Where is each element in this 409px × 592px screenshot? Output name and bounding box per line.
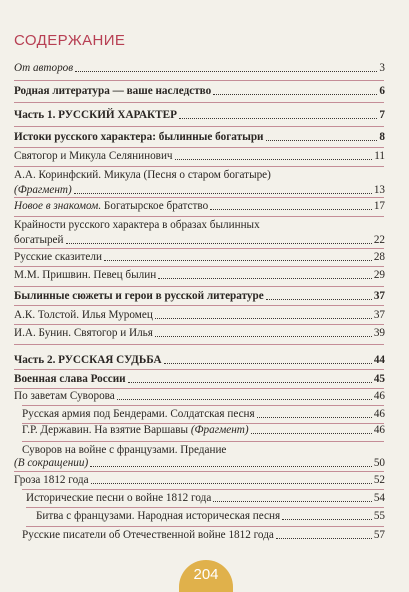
- toc-entry[interactable]: [0, 510, 409, 523]
- toc-entry-title: Часть 2. РУССКАЯ СУДЬБА: [14, 354, 162, 366]
- toc-entry-title: Суворов на войне с французами. Предание: [22, 444, 227, 456]
- toc-entry-title: Гроза 1812 года: [14, 474, 89, 486]
- toc-entry-page: 46: [373, 390, 385, 402]
- dot-leader: [164, 363, 372, 364]
- toc-entry-title: Исторические песни о войне 1812 года: [26, 492, 212, 504]
- toc-entry[interactable]: [0, 424, 409, 437]
- section-divider: [14, 286, 384, 287]
- section-divider: [14, 266, 384, 267]
- dot-leader: [276, 538, 372, 539]
- dot-leader: [213, 501, 372, 502]
- toc-entry[interactable]: [0, 150, 409, 163]
- section-divider: [14, 324, 384, 325]
- dot-leader: [210, 209, 372, 210]
- section-divider: [22, 489, 384, 490]
- toc-entry[interactable]: [0, 109, 409, 122]
- toc-entry-title-continued: богатырей: [14, 234, 64, 246]
- dot-leader: [175, 159, 373, 160]
- section-divider: [14, 197, 384, 198]
- section-divider: [14, 344, 384, 345]
- toc-entry[interactable]: [0, 354, 409, 367]
- toc-entry[interactable]: [0, 327, 409, 340]
- toc-entry-title: По заветам Суворова: [14, 390, 115, 402]
- toc-entry-title: Битва с французами. Народная историческая песня: [36, 510, 281, 522]
- toc-entry-page: 22: [373, 234, 385, 246]
- dot-leader: [266, 140, 378, 141]
- toc-entry-title: Русские писатели об Отечественной войне 1812 года: [22, 529, 274, 541]
- toc-entry-page: 8: [379, 131, 385, 143]
- toc-entry-title: Русские сказители: [14, 251, 102, 263]
- toc-entry-title: А.К. Толстой. Илья Муромец: [14, 309, 153, 321]
- dot-leader: [90, 466, 372, 467]
- toc-entry[interactable]: [0, 169, 409, 197]
- toc-entry-title: Часть 1. РУССКИЙ ХАРАКТЕР: [14, 109, 177, 121]
- toc-entry-page: 7: [379, 109, 385, 121]
- dot-leader: [158, 278, 372, 279]
- toc-entry-page: 11: [374, 150, 385, 162]
- section-divider: [14, 166, 384, 167]
- section-divider: [14, 305, 384, 306]
- toc-entry[interactable]: [0, 492, 409, 505]
- dot-leader: [128, 382, 372, 383]
- toc-entry[interactable]: [0, 444, 409, 470]
- toc-entry[interactable]: [0, 290, 409, 303]
- toc-entry[interactable]: [0, 62, 409, 75]
- toc-entry-title: М.М. Пришвин. Певец былин: [14, 269, 157, 281]
- section-divider: [14, 471, 384, 472]
- dot-leader: [155, 336, 372, 337]
- toc-entry[interactable]: [0, 269, 409, 282]
- toc-entry[interactable]: [0, 131, 409, 144]
- toc-entry-title-rest: Богатырское братство: [101, 200, 209, 212]
- toc-entry-page: 17: [373, 200, 385, 212]
- toc-entry[interactable]: [0, 390, 409, 403]
- toc-entry-title: Военная слава России: [14, 373, 126, 385]
- dot-leader: [66, 243, 372, 244]
- page-number: 204: [193, 566, 219, 583]
- dot-leader: [74, 193, 372, 194]
- toc-entry[interactable]: [0, 529, 409, 542]
- section-divider: [14, 102, 384, 103]
- section-divider: [14, 388, 384, 389]
- toc-entry-title-continued: (В сокращении): [14, 457, 89, 469]
- toc-entry-page: 44: [373, 354, 385, 366]
- toc-entry-title: Русская армия под Бендерами. Солдатская песня: [22, 408, 255, 420]
- toc-entry[interactable]: [0, 200, 409, 213]
- toc-entry-title: Истоки русского характера: былинные богатыри: [14, 131, 264, 143]
- toc-entry-title: А.А. Коринфский. Микула (Песня о старом богатыре): [14, 169, 271, 181]
- toc-entry-page: 55: [373, 510, 385, 522]
- section-divider: [14, 369, 384, 370]
- dot-leader: [213, 94, 377, 95]
- toc-entry-page: 13: [373, 184, 385, 196]
- toc-entry[interactable]: [0, 251, 409, 264]
- toc-entry-title: И.А. Бунин. Святогор и Илья: [14, 327, 153, 339]
- toc-entry-page: 37: [373, 290, 385, 302]
- section-divider: [26, 526, 384, 527]
- toc-entry-page: 29: [373, 269, 385, 281]
- toc-entry-page: 37: [373, 309, 385, 321]
- toc-entry[interactable]: [0, 373, 409, 386]
- toc-entry-title: Былинные сюжеты и герои в русской литературе: [14, 290, 264, 302]
- toc-entry-title: Крайности русского характера в образах былинных: [14, 219, 260, 231]
- dot-leader: [282, 519, 372, 520]
- toc-entry-title: Родная литература — ваше наследство: [14, 85, 212, 97]
- toc-entry-page: 6: [379, 85, 385, 97]
- section-divider: [14, 216, 384, 217]
- dot-leader: [257, 417, 372, 418]
- dot-leader: [155, 318, 372, 319]
- toc-entry-page: 45: [373, 373, 385, 385]
- toc-entry-page: 57: [373, 529, 385, 541]
- dot-leader: [91, 483, 372, 484]
- toc-entry-page: 46: [373, 408, 385, 420]
- section-divider: [14, 147, 384, 148]
- section-divider: [22, 441, 384, 442]
- toc-entry-page: 39: [373, 327, 385, 339]
- toc-entry-page: 54: [373, 492, 385, 504]
- page-title: СОДЕРЖАНИЕ: [14, 32, 126, 49]
- toc-entry-title: Святогор и Микула Селянинович: [14, 150, 173, 162]
- dot-leader: [117, 399, 372, 400]
- toc-entry[interactable]: [0, 408, 409, 421]
- dot-leader: [266, 299, 372, 300]
- toc-entry-page: 3: [379, 62, 385, 74]
- toc-entry-title-em: (Фрагмент): [188, 424, 249, 436]
- toc-entry[interactable]: [0, 85, 409, 98]
- toc-entry-title: Новое в знакомом.: [14, 200, 102, 212]
- toc-entry-page: 46: [373, 424, 385, 436]
- section-divider: [26, 507, 384, 508]
- section-divider: [14, 126, 384, 127]
- section-divider: [14, 80, 384, 81]
- toc-entry-page: 50: [373, 457, 385, 469]
- toc-entry-title: От авторов: [14, 62, 74, 74]
- toc-entry[interactable]: [0, 309, 409, 322]
- toc-entry-page: 52: [373, 474, 385, 486]
- toc-entry-page: 28: [373, 251, 385, 263]
- dot-leader: [104, 260, 372, 261]
- section-divider: [22, 405, 384, 406]
- toc-entry-title: Г.Р. Державин. На взятие Варшавы: [22, 424, 189, 436]
- toc-entry[interactable]: [0, 219, 409, 247]
- toc-entry-title-continued: (Фрагмент): [14, 184, 72, 196]
- dot-leader: [179, 118, 377, 119]
- dot-leader: [251, 433, 372, 434]
- dot-leader: [75, 71, 377, 72]
- toc-entry[interactable]: [0, 474, 409, 487]
- section-divider: [14, 248, 384, 249]
- page-number-badge: [179, 560, 233, 592]
